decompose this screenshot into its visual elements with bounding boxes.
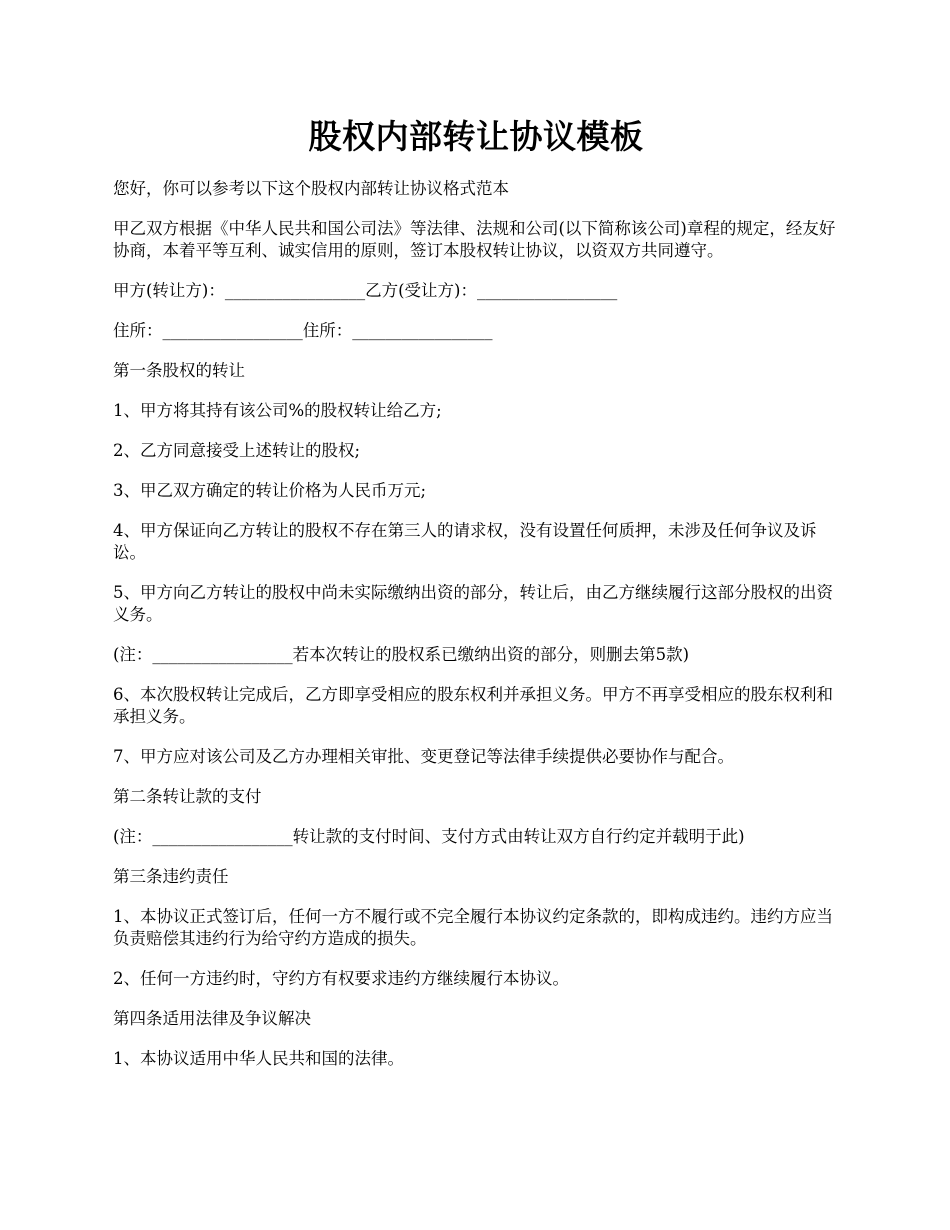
article-3-clause-1: 1、本协议正式签订后，任何一方不履行或不完全履行本协议约定条款的，即构成违约。违约方应当负责赔偿其违约行为给守约方造成的损失。 [113, 907, 833, 948]
article-1-clause-6: 6、本次股权转让完成后，乙方即享受相应的股东权利并承担义务。甲方不再享受相应的股东权利和承担义务。 [113, 685, 833, 726]
article-3-heading: 第三条违约责任 [113, 867, 229, 886]
article-1-heading: 第一条股权的转让 [113, 361, 245, 380]
article-1-clause-1: 1、甲方将其持有该公司%的股权转让给乙方; [113, 401, 442, 420]
article-2-heading: 第二条转让款的支付 [113, 787, 262, 806]
article-1-clause-4: 4、甲方保证向乙方转让的股权不存在第三人的请求权，没有设置任何质押，未涉及任何争议及诉讼。 [113, 521, 817, 562]
article-3-clause-2: 2、任何一方违约时，守约方有权要求违约方继续履行本协议。 [113, 969, 569, 988]
article-1-clause-3: 3、甲乙双方确定的转让价格为人民币万元; [113, 481, 427, 500]
article-2-note: (注：_________________转让款的支付时间、支付方式由转让双方自行约定并载明于此) [113, 827, 745, 846]
article-1-clause-2: 2、乙方同意接受上述转让的股权; [113, 441, 361, 460]
preamble-paragraph: 甲乙双方根据《中华人民共和国公司法》等法律、法规和公司(以下简称该公司)章程的规定，经友好协商，本着平等互利、诚实信用的原则，签订本股权转让协议，以资双方共同遵守。 [113, 219, 836, 260]
parties-line: 甲方(转让方)：_________________乙方(受让方)：_________________ [113, 281, 618, 300]
article-1-clause-5: 5、甲方向乙方转让的股权中尚未实际缴纳出资的部分，转让后，由乙方继续履行这部分股权的出资义务。 [113, 583, 833, 624]
article-4-clause-1: 1、本协议适用中华人民共和国的法律。 [113, 1049, 404, 1068]
document-title: 股权内部转让协议模板 [308, 117, 644, 156]
intro-paragraph: 您好，你可以参考以下这个股权内部转让协议格式范本 [113, 179, 509, 198]
article-1-note: (注：_________________若本次转让的股权系已缴纳出资的部分，则删去第5款) [113, 645, 690, 664]
article-4-heading: 第四条适用法律及争议解决 [113, 1009, 311, 1028]
article-1-clause-7: 7、甲方应对该公司及乙方办理相关审批、变更登记等法律手续提供必要协作与配合。 [113, 747, 734, 766]
address-line: 住所：_________________住所：_________________ [113, 321, 493, 340]
document-page [113, 108, 839, 1088]
